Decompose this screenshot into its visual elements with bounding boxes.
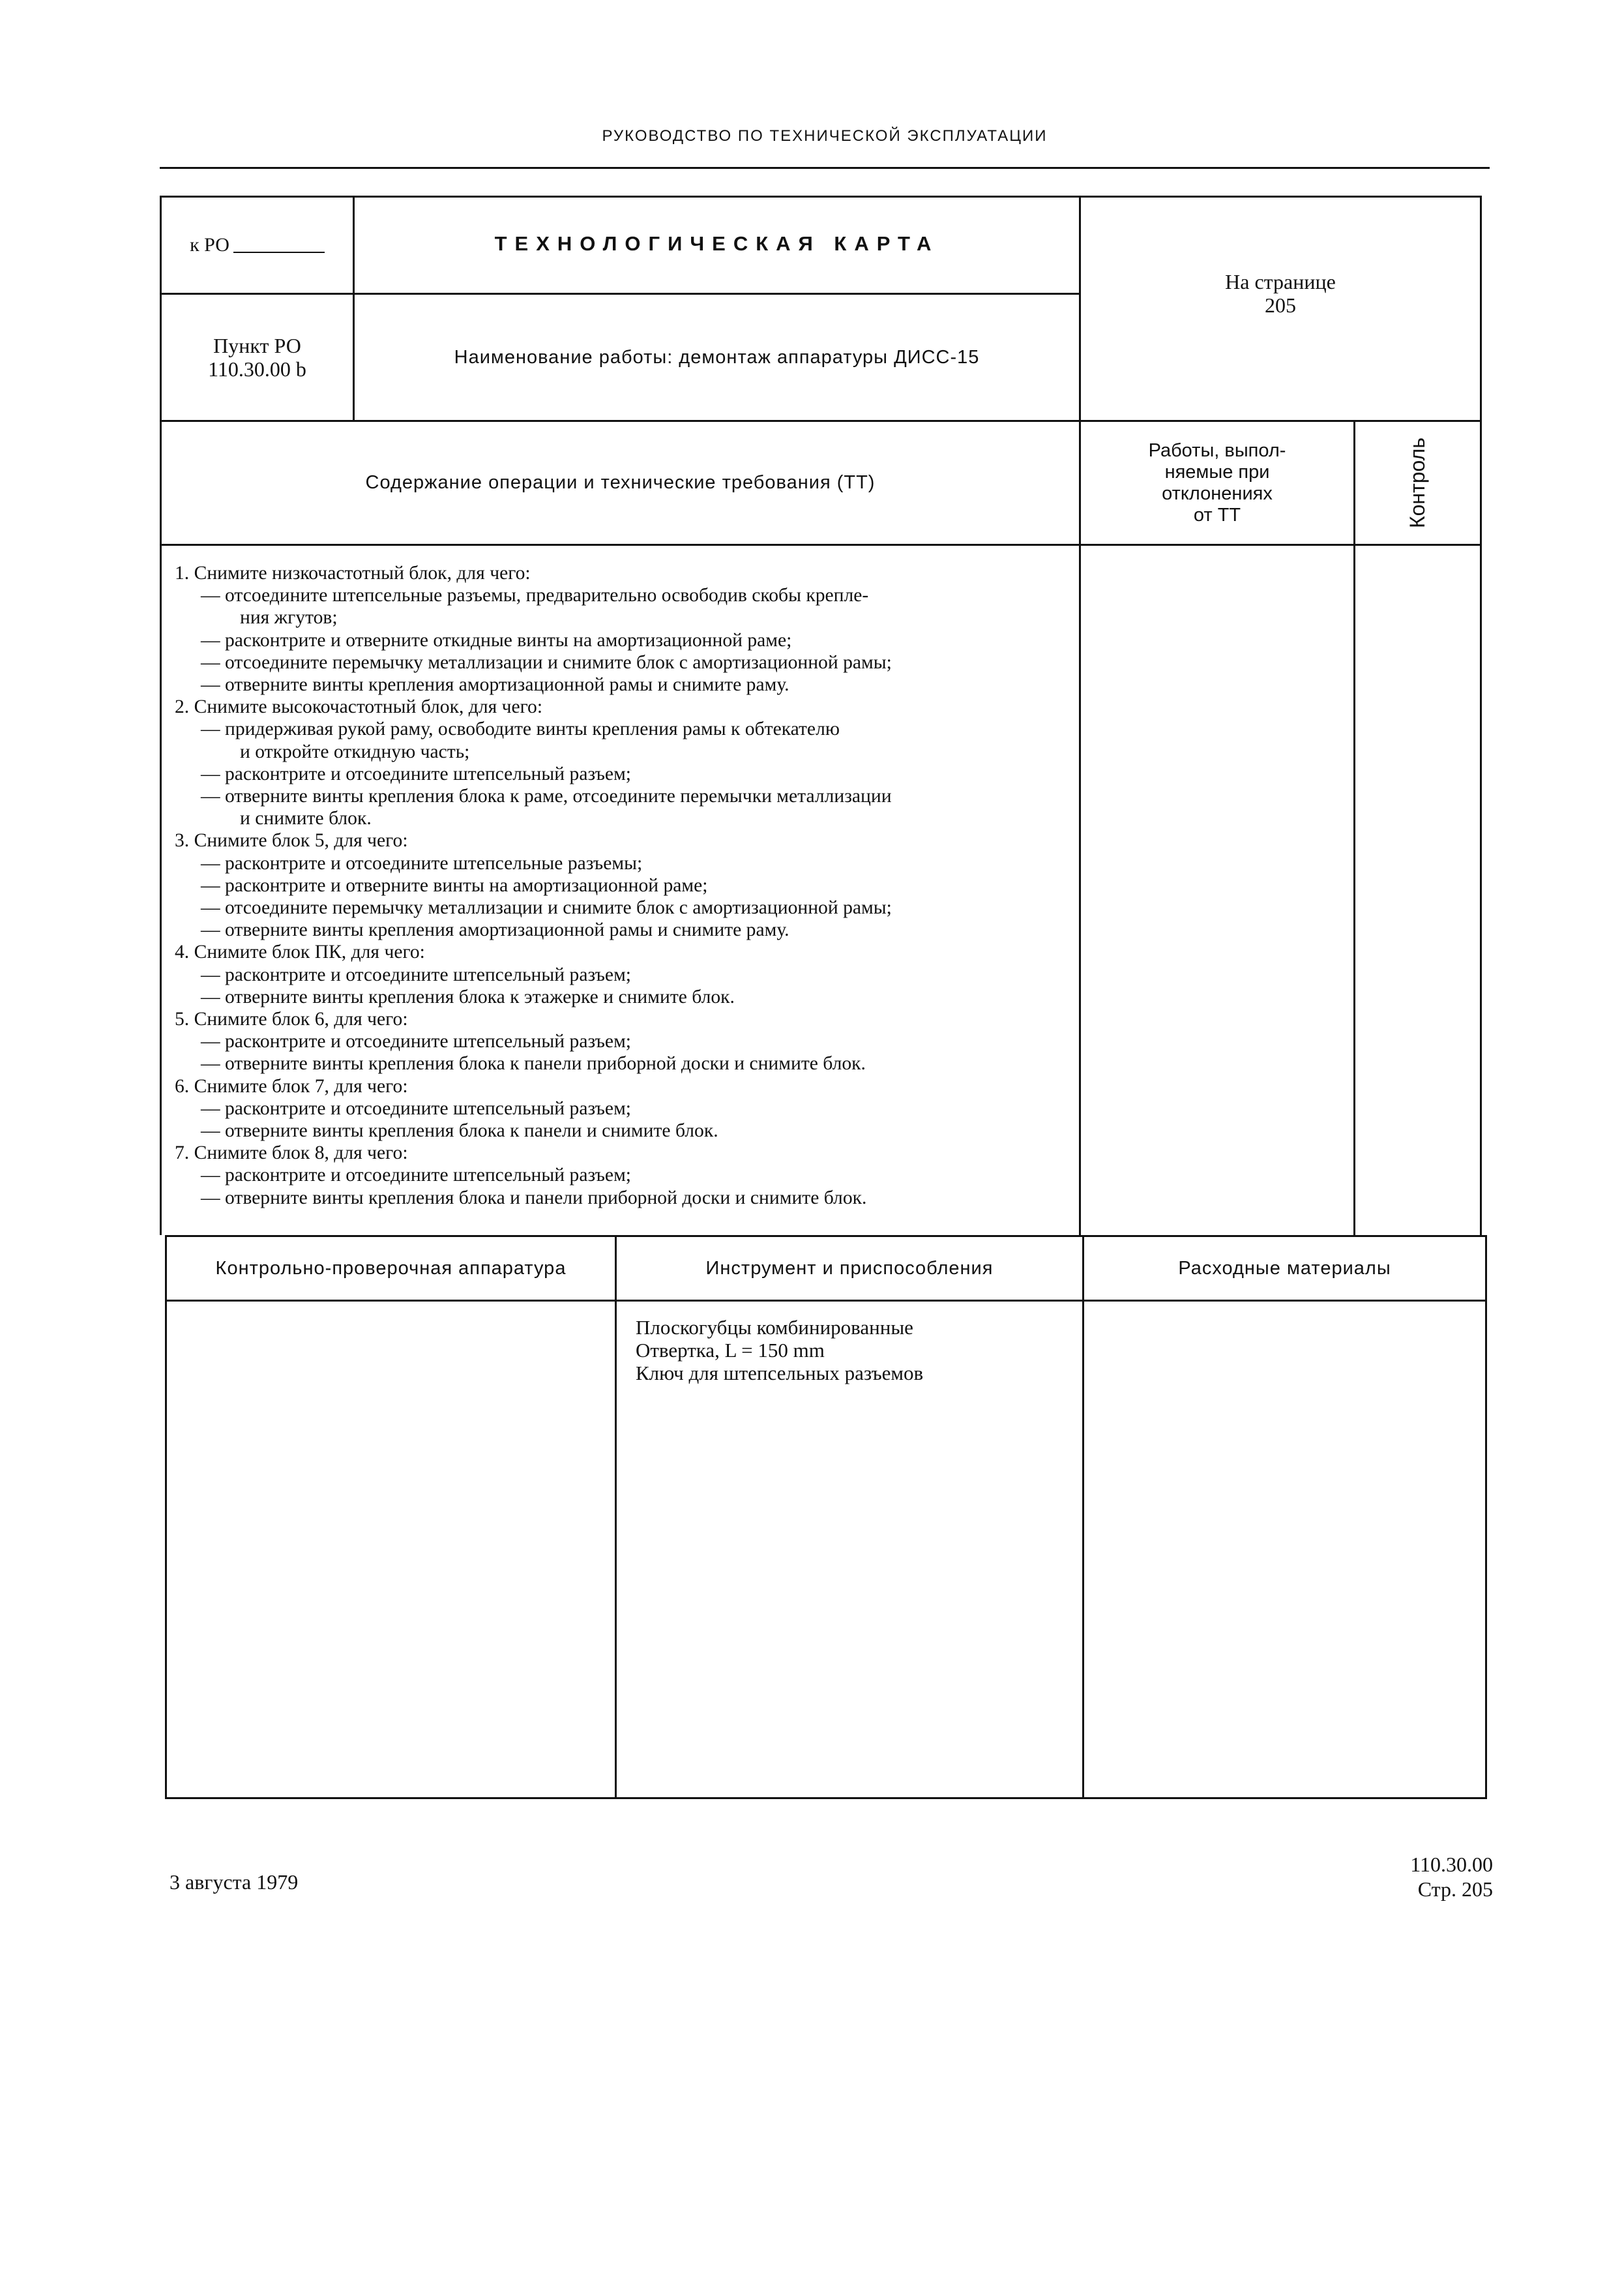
- operation-substep: — расконтрите и отсоедините штепсельный разъем;: [201, 964, 632, 985]
- operation-substep: — расконтрите и отсоедините штепсельный разъем;: [201, 1097, 632, 1119]
- operation-substep: — отсоедините штепсельные разъемы, предварительно освободив скобы крепле-: [201, 585, 869, 606]
- operation-step: 3. Снимите блок 5, для чего:: [175, 830, 408, 852]
- operation-substep: — отверните винты крепления блока и панели приборной доски и снимите блок.: [201, 1187, 867, 1208]
- page-label: На странице: [1225, 270, 1336, 293]
- punkt-label: Пункт РО: [213, 334, 301, 357]
- ref-blank-line: [233, 237, 325, 253]
- tools-list: [636, 1316, 923, 1384]
- materials-header: Расходные материалы: [1178, 1257, 1391, 1279]
- ref-cell: [162, 198, 353, 293]
- operation-substep: — расконтрите и отсоедините штепсельный разъем;: [201, 763, 632, 784]
- footer-doc-ref: 110.30.00: [1410, 1853, 1493, 1876]
- deviation-line-3: отклонениях: [1162, 483, 1273, 504]
- operation-substep: — отсоедините перемычку металлизации и снимите блок с амортизационной рамы;: [201, 897, 892, 919]
- deviation-line-1: Работы, выпол-: [1148, 440, 1286, 461]
- tool-item: Ключ для штепсельных разъемов: [636, 1362, 924, 1384]
- ref-label: к РО: [190, 234, 229, 256]
- operation-substep: — отверните винты крепления блока к панели приборной доски и снимите блок.: [201, 1053, 866, 1075]
- header-rule: [160, 167, 1490, 169]
- operation-substep: — расконтрите и отсоедините штепсельный разъем;: [201, 1165, 632, 1186]
- operation-substep: ния жгутов;: [240, 607, 338, 629]
- operation-substep: — придерживая рукой раму, освободите винты крепления рамы к обтекателю: [201, 719, 840, 740]
- operation-substep: — отверните винты крепления блока к панели и снимите блок.: [201, 1120, 718, 1142]
- operation-substep: и откройте откидную часть;: [240, 741, 470, 762]
- footer-page: Стр. 205: [1417, 1877, 1493, 1901]
- tool-item: Отвертка, L = 150 mm: [636, 1339, 825, 1362]
- operation-step: 2. Снимите высокочастотный блок, для чего:: [175, 696, 543, 718]
- operation-substep: — отверните винты крепления амортизационной рамы и снимите раму.: [201, 674, 789, 696]
- running-header: РУКОВОДСТВО ПО ТЕХНИЧЕСКОЙ ЭКСПЛУАТАЦИИ: [602, 127, 1048, 145]
- work-name: Наименование работы: демонтаж аппаратуры ДИСС-15: [454, 346, 980, 368]
- operation-substep: — расконтрите и отсоедините штепсельный разъем;: [201, 1031, 632, 1052]
- operation-step: 4. Снимите блок ПК, для чего:: [175, 942, 425, 963]
- control-column-header: [1355, 422, 1480, 544]
- tool-item: Плоскогубцы комбинированные: [636, 1316, 913, 1339]
- operation-substep: — отсоедините перемычку металлизации и снимите блок с амортизационной рамы;: [201, 651, 892, 673]
- punkt-value: 110.30.00 b: [208, 357, 306, 381]
- operation-step: 5. Снимите блок 6, для чего:: [175, 1009, 408, 1030]
- footer-date: 3 августа 1979: [170, 1870, 299, 1894]
- deviation-line-2: няемые при: [1164, 461, 1270, 483]
- deviation-line-4: от ТТ: [1193, 504, 1241, 526]
- operations-list: [175, 562, 1087, 1209]
- content-column-header: Содержание операции и технические требования (ТТ): [365, 472, 876, 494]
- operation-substep: — расконтрите и отверните откидные винты на амортизационной раме;: [201, 629, 792, 651]
- operation-step: 1. Снимите низкочастотный блок, для чего:: [175, 563, 531, 584]
- operation-substep: — отверните винты крепления блока к раме, отсоедините перемычки металлизации: [201, 786, 892, 807]
- control-label: Контроль: [1406, 438, 1430, 528]
- operation-step: 6. Снимите блок 7, для чего:: [175, 1075, 408, 1097]
- operation-substep: — расконтрите и отверните винты на амортизационной раме;: [201, 874, 708, 896]
- page-number: 205: [1265, 293, 1296, 317]
- equipment-header: Контрольно-проверочная аппаратура: [215, 1257, 567, 1279]
- tools-header: Инструмент и приспособления: [705, 1257, 994, 1279]
- operation-substep: и снимите блок.: [240, 808, 372, 829]
- operation-substep: — расконтрите и отсоедините штепсельные разъемы;: [201, 852, 643, 874]
- card-title: ТЕХНОЛОГИЧЕСКАЯ КАРТА: [494, 232, 939, 255]
- page-cell: [1081, 261, 1480, 326]
- operation-substep: — отверните винты крепления блока к этажерке и снимите блок.: [201, 986, 735, 1007]
- footer-ref: [1369, 1852, 1493, 1901]
- punkt-cell: [162, 295, 353, 420]
- operation-substep: — отверните винты крепления амортизационной рамы и снимите раму.: [201, 919, 789, 941]
- deviation-column-header: [1081, 422, 1353, 544]
- operation-step: 7. Снимите блок 8, для чего:: [175, 1142, 408, 1164]
